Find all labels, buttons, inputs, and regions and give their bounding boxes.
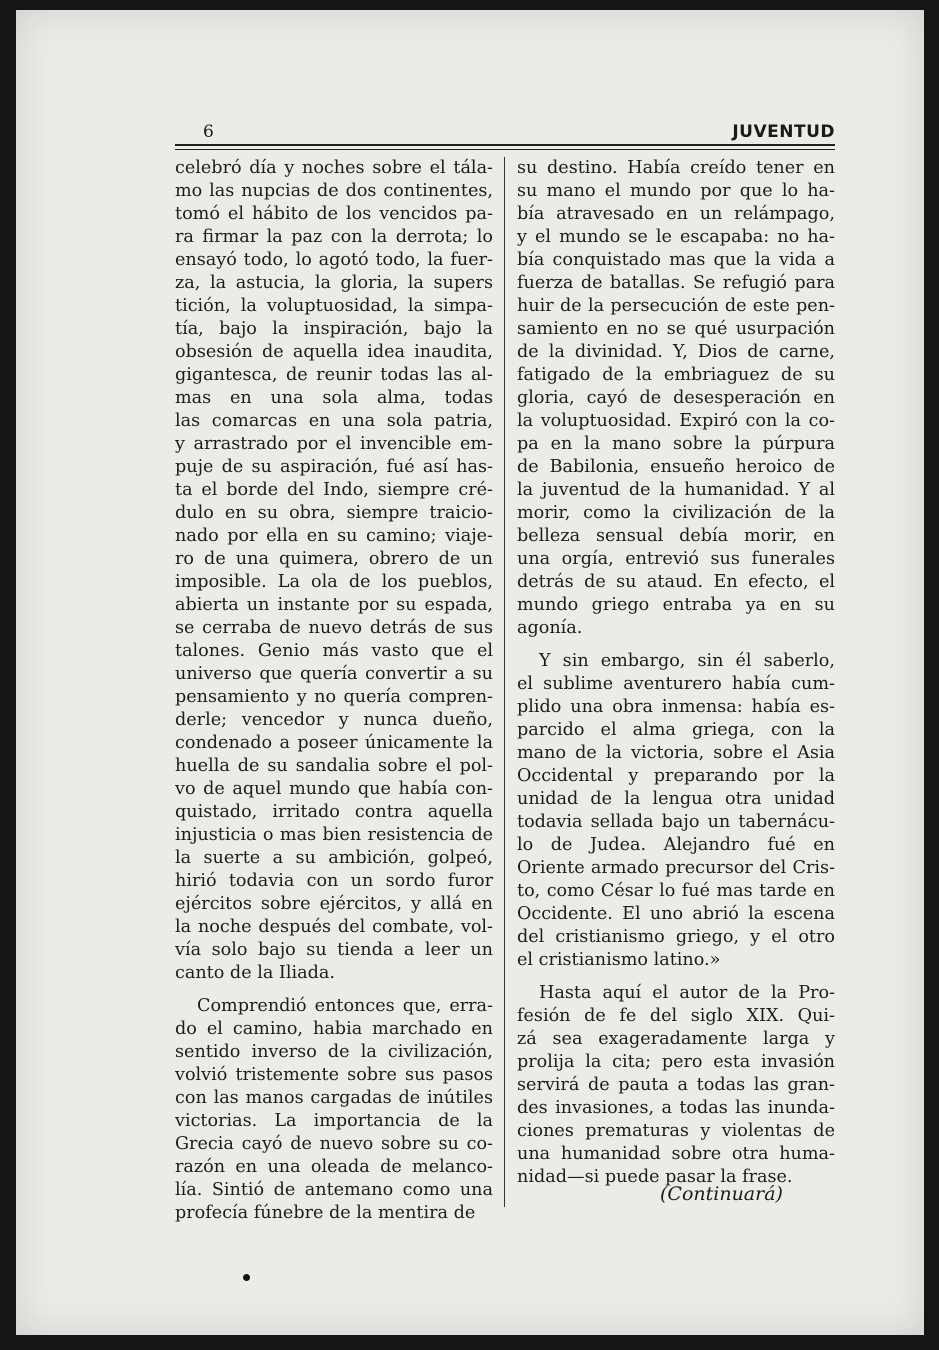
text-line: Hasta aquí el autor de la Pro- [539, 983, 835, 1003]
text-line: morir, como la civilización de la [517, 503, 835, 523]
text-line: una orgía, entrevió sus funerales [517, 549, 835, 569]
text-line: bía conquistado mas que la vida a [517, 250, 835, 270]
text-line: hirió todavia con un sordo furor [175, 871, 493, 891]
text-line: gloria, cayó de desesperación en [517, 388, 835, 408]
text-line: Occidental y preparando por la [517, 766, 835, 786]
text-line: el sublime aventurero había cum- [517, 674, 835, 694]
text-line: unidad de la lengua otra unidad [517, 789, 835, 809]
text-line: to, como César lo fué mas tarde en [517, 881, 835, 901]
text-line: con las manos cargadas de inútiles [175, 1088, 493, 1108]
text-line: agonía. [517, 618, 583, 638]
text-line: nado por ella en su camino; viaje- [175, 526, 493, 546]
text-line: lo de Judea. Alejandro fué en [517, 835, 835, 855]
text-line: universo que quería convertir a su [175, 664, 493, 684]
continued-note: (Continuará) [660, 1183, 783, 1205]
text-line: dulo en su obra, siempre traicio- [175, 503, 493, 523]
text-line: des invasiones, a todas las inunda- [517, 1098, 835, 1118]
page-number: 6 [203, 122, 214, 142]
text-line: gigantesca, de reunir todas las al- [175, 365, 493, 385]
text-line: mundo griego entraba ya en su [517, 595, 835, 615]
text-line: abierta un instante por su espada, [175, 595, 493, 615]
text-line: sentido inverso de la civilización, [175, 1042, 493, 1062]
ink-speck [243, 1274, 250, 1281]
text-line: y el mundo se le escapaba: no ha- [517, 227, 835, 247]
text-line: fatigado de la embriaguez de su [517, 365, 835, 385]
text-line: detrás de su ataud. En efecto, el [517, 572, 835, 592]
text-line: belleza sensual debía morir, en [517, 526, 835, 546]
text-line: ro de una quimera, obrero de un [175, 549, 493, 569]
text-line: servirá de pauta a todas las gran- [517, 1075, 835, 1095]
text-line: la juventud de la humanidad. Y al [517, 480, 835, 500]
text-line: la voluptuosidad. Expiró con la co- [517, 411, 835, 431]
text-line: todavia sellada bajo un tabernácu- [517, 812, 835, 832]
text-line: su destino. Había creído tener en [517, 158, 835, 178]
text-line: una humanidad sobre otra huma- [517, 1144, 835, 1164]
text-line: de la divinidad. Y, Dios de carne, [517, 342, 835, 362]
text-line: nidad—si puede pasar la frase. [517, 1167, 793, 1187]
text-line: y arrastrado por el invencible em- [175, 434, 493, 454]
text-line: plido una obra inmensa: había es- [517, 697, 835, 717]
text-line: ra firmar la paz con la derrota; lo [175, 227, 493, 247]
text-line: obsesión de aquella idea inaudita, [175, 342, 493, 362]
text-line: el cristianismo latino.» [517, 950, 721, 970]
text-line: do el camino, habia marchado en [175, 1019, 493, 1039]
text-line: razón en una oleada de melanco- [175, 1157, 493, 1177]
text-line: Occidente. El uno abrió la escena [517, 904, 835, 924]
text-line: se cerraba de nuevo detrás de sus [175, 618, 493, 638]
text-line: canto de la Iliada. [175, 963, 335, 983]
text-line: ensayó todo, lo agotó todo, la fuer- [175, 250, 493, 270]
text-line: condenado a poseer únicamente la [175, 733, 493, 753]
text-line: samiento en no se qué usurpación [517, 319, 835, 339]
text-line: bía atravesado en un relámpago, [517, 204, 835, 224]
text-line: su mano el mundo por que lo ha- [517, 181, 835, 201]
text-line: vo de aquel mundo que había con- [175, 779, 493, 799]
text-line: injusticia o mas bien resistencia de [175, 825, 493, 845]
text-line: del cristianismo griego, y el otro [517, 927, 835, 947]
text-line: la noche después del combate, vol- [175, 917, 493, 937]
text-line: quistado, irritado contra aquella [175, 802, 493, 822]
text-line: victorias. La importancia de la [175, 1111, 493, 1131]
text-line: derle; vencedor y nunca dueño, [175, 710, 493, 730]
text-line: tía, bajo la inspiración, bajo la [175, 319, 493, 339]
text-line: Y sin embargo, sin él saberlo, [539, 651, 835, 671]
text-line: pa en la mano sobre la púrpura [517, 434, 835, 454]
text-line: Oriente armado precursor del Cris- [517, 858, 835, 878]
column-divider [504, 157, 505, 1207]
header-rule [175, 144, 835, 150]
text-line: mano de la victoria, sobre el Asia [517, 743, 835, 763]
text-line: vía solo bajo su tienda a leer un [175, 940, 493, 960]
text-line: pensamiento y no quería compren- [175, 687, 493, 707]
text-line: fuerza de batallas. Se refugió para [517, 273, 835, 293]
running-head-title: JUVENTUD [732, 122, 835, 142]
text-line: la suerte a su ambición, golpeó, [175, 848, 493, 868]
text-line: talones. Genio más vasto que el [175, 641, 493, 661]
text-line: mo las nupcias de dos continentes, [175, 181, 493, 201]
text-line: zá sea exageradamente larga y [517, 1029, 835, 1049]
right-column [517, 157, 835, 1189]
text-line: lía. Sintió de antemano como una [175, 1180, 493, 1200]
text-line: ciones prematuras y violentas de [517, 1121, 835, 1141]
text-line: de Babilonia, ensueño heroico de [517, 457, 835, 477]
left-column [175, 157, 493, 1225]
text-line: huella de su sandalia sobre el pol- [175, 756, 493, 776]
text-line: huir de la persecución de este pen- [517, 296, 835, 316]
text-line: volvió tristemente sobre sus pasos [175, 1065, 493, 1085]
text-line: celebró día y noches sobre el tála- [175, 158, 493, 178]
text-line: tición, la voluptuosidad, la simpa- [175, 296, 493, 316]
text-line: ejércitos sobre ejércitos, y allá en [175, 894, 493, 914]
text-line: tomó el hábito de los vencidos pa- [175, 204, 493, 224]
text-line: za, la astucia, la gloria, la supers [175, 273, 493, 293]
text-line: mas en una sola alma, todas [175, 388, 493, 408]
text-line: puje de su aspiración, fué así has- [175, 457, 493, 477]
text-line: prolija la cita; pero esta invasión [517, 1052, 835, 1072]
text-line: Comprendió entonces que, erra- [197, 996, 493, 1016]
text-line: las comarcas en una sola patria, [175, 411, 493, 431]
text-line: profecía fúnebre de la mentira de [175, 1203, 476, 1223]
text-line: imposible. La ola de los pueblos, [175, 572, 493, 592]
text-line: fesión de fe del siglo XIX. Qui- [517, 1006, 835, 1026]
text-line: parcido el alma griega, con la [517, 720, 835, 740]
text-line: Grecia cayó de nuevo sobre su co- [175, 1134, 493, 1154]
text-line: ta el borde del Indo, siempre cré- [175, 480, 493, 500]
